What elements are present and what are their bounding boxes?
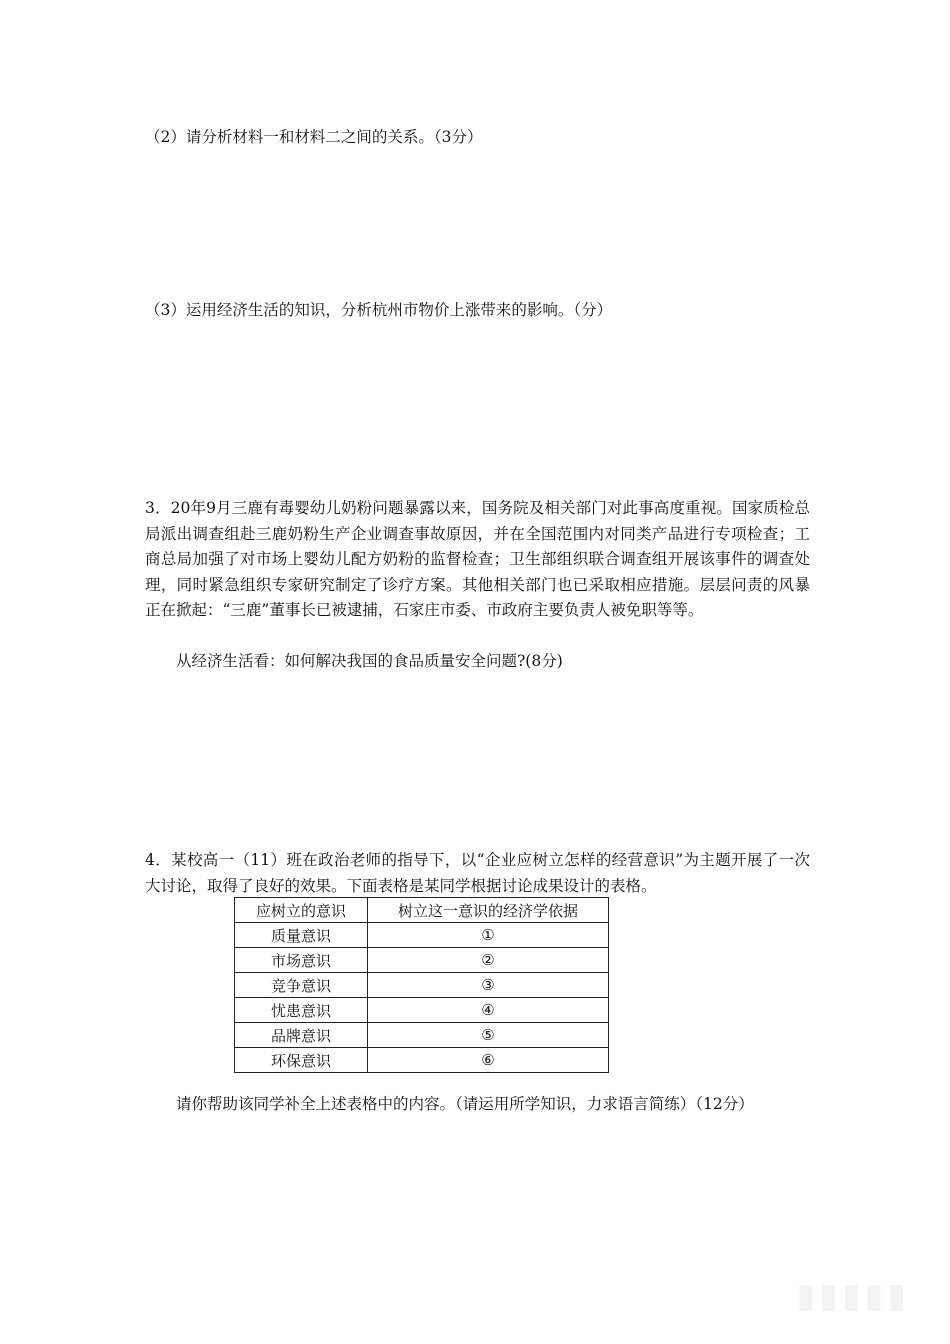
watermark-mark: ▮▮▮▮▮ bbox=[796, 1276, 910, 1316]
table-row bbox=[235, 1023, 609, 1048]
basis-cell: ⑤ bbox=[368, 1023, 609, 1048]
table-row bbox=[235, 973, 609, 998]
basis-cell: ③ bbox=[368, 973, 609, 998]
basis-cell: ⑥ bbox=[368, 1048, 609, 1073]
item-3-question: 从经济生活看：如何解决我国的食品质量安全问题?(8分) bbox=[176, 652, 563, 670]
awareness-cell: 质量意识 bbox=[235, 923, 368, 948]
item-4-question: 请你帮助该同学补全上述表格中的内容。（请运用所学知识，力求语言简练）（12分） bbox=[176, 1095, 754, 1113]
basis-cell: ② bbox=[368, 948, 609, 973]
awareness-cell: 品牌意识 bbox=[235, 1023, 368, 1048]
table-row bbox=[235, 1048, 609, 1073]
awareness-cell: 忧患意识 bbox=[235, 998, 368, 1023]
basis-cell: ④ bbox=[368, 998, 609, 1023]
table-row bbox=[235, 948, 609, 973]
header-basis: 树立这一意识的经济学依据 bbox=[368, 898, 609, 923]
awareness-cell: 环保意识 bbox=[235, 1048, 368, 1073]
question-2: （2）请分析材料一和材料二之间的关系。（3分） bbox=[145, 128, 483, 146]
header-awareness: 应树立的意识 bbox=[235, 898, 368, 923]
awareness-cell: 市场意识 bbox=[235, 948, 368, 973]
table-row bbox=[235, 923, 609, 948]
awareness-table bbox=[234, 897, 609, 1073]
basis-cell: ① bbox=[368, 923, 609, 948]
question-3: （3）运用经济生活的知识，分析杭州市物价上涨带来的影响。（分） bbox=[145, 301, 613, 319]
item-3-material: 3．20年9月三鹿有毒婴幼儿奶粉问题暴露以来，国务院及相关部门对此事高度重视。国家质检总局派出调查组赴三鹿奶粉生产企业调查事故原因，并在全国范围内对同类产品进行专项检查；工商总局加强了对市场上婴幼儿配方奶粉的监督检查；卫生部组织联合调查组开展该事件的调查处理，同时紧急组织专家研究制定了诊疗方案。其他相关部门也已采取相应措施。层层问责的风暴正在掀起：“三鹿”董事长已被逮捕，石家庄市委、市政府主要负责人被免职等等。 bbox=[145, 499, 810, 619]
item-4-material: 4．某校高一（11）班在政治老师的指导下，以“企业应树立怎样的经营意识”为主题开展了一次大讨论，取得了良好的效果。下面表格是某同学根据讨论成果设计的表格。 bbox=[145, 851, 810, 895]
table-row bbox=[235, 998, 609, 1023]
table-header-row bbox=[235, 898, 609, 923]
awareness-cell: 竞争意识 bbox=[235, 973, 368, 998]
